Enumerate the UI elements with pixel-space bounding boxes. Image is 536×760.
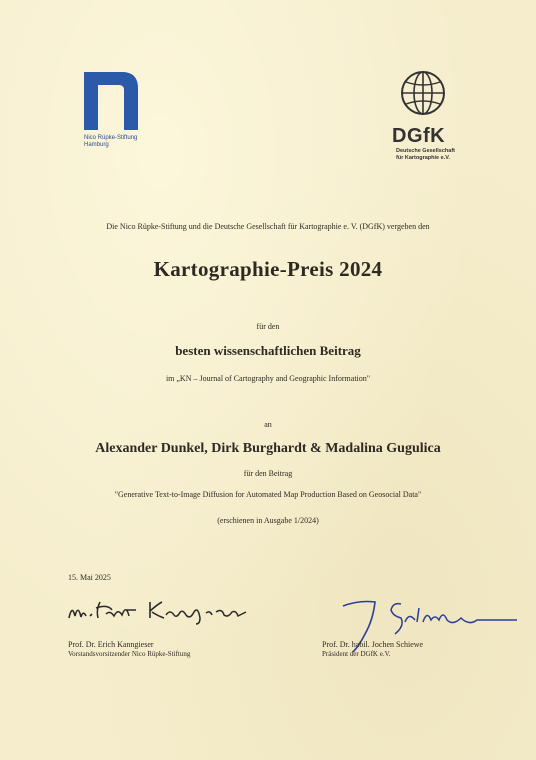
award-title: Kartographie-Preis 2024 (153, 257, 383, 281)
signatory-left-role: Vorstandsvorsitzender Nico Rüpke-Stiftung (68, 650, 191, 658)
ruepke-caption-line2: Hamburg (84, 142, 109, 148)
signatory-left-name: Prof. Dr. Erich Kanngieser (68, 640, 154, 649)
award-date: 15. Mai 2025 (68, 573, 111, 582)
award-category: besten wissenschaftlichen Beitrag (175, 343, 361, 358)
dgfk-abbr: DGfK (392, 125, 446, 147)
dgfk-globe-icon (400, 70, 446, 116)
nico-ruepke-stiftung-logo-icon (82, 70, 140, 132)
intro-text: Die Nico Rüpke-Stiftung und die Deutsche Gesellschaft für Kartographie e. V. (DGfK) vergeben den (106, 222, 430, 231)
ruepke-logo (82, 70, 144, 149)
dgfk-full-line2: für Kartographie e.V. (396, 155, 450, 161)
signatory-right-role: Präsident der DGfK e.V. (322, 650, 391, 658)
ruepke-caption-line1: Nico Rüpke-Stiftung (84, 135, 138, 141)
dgfk-logo (392, 70, 462, 162)
journal-text: im „KN – Journal of Cartography and Geographic Information" (165, 374, 371, 383)
published-text: (erschienen in Ausgabe 1/2024) (217, 516, 319, 525)
paper-title: "Generative Text-to-Image Diffusion for Automated Map Production Based on Geosocial Data" (114, 490, 422, 499)
recipient-names: Alexander Dunkel, Dirk Burghardt & Madalina Gugulica (95, 441, 441, 456)
signature-kanngieser (66, 596, 276, 628)
signatory-right-name: Prof. Dr. habil. Jochen Schiewe (322, 640, 424, 649)
fuer-den-beitrag-text: für den Beitrag (243, 469, 293, 478)
fuer-den-text: für den (256, 322, 280, 331)
an-text: an (264, 420, 272, 429)
dgfk-full-line1: Deutsche Gesellschaft (396, 148, 455, 154)
